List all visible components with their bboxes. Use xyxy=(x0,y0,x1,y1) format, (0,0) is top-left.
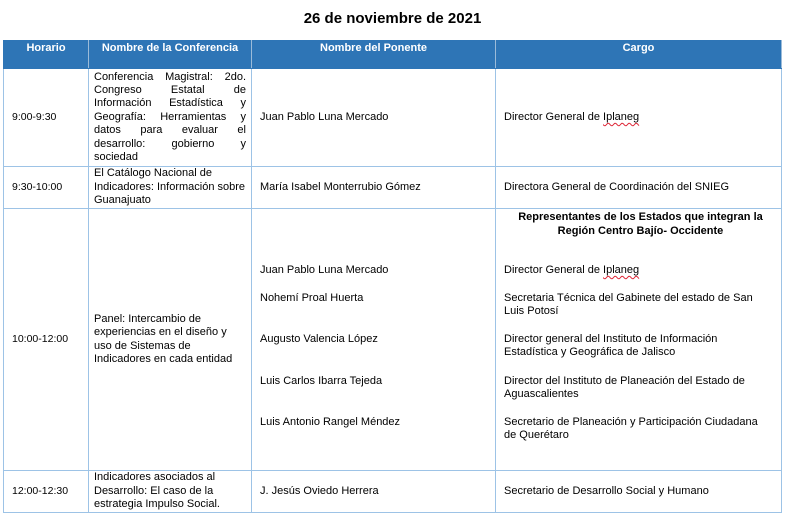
panelist-names xyxy=(260,209,491,469)
conferencia-text: El Catálogo Nacional de Indicadores: Información sobre Guanajuato xyxy=(94,167,246,207)
panelist-name: Nohemí Proal Huerta xyxy=(260,292,364,304)
conferencia-text: Panel: Intercambio de experiencias en el diseño y uso de Sistemas de Indicadores en cada entidad xyxy=(94,312,233,365)
panelist-name: Augusto Valencia López xyxy=(260,333,378,345)
horario-cell: 12:00-12:30 xyxy=(4,471,89,513)
panelist-cargo: Director del Instituto de Planeación del Estado de Aguascalientes xyxy=(504,375,745,401)
table-header-row xyxy=(4,41,782,69)
conferencia-cell xyxy=(89,471,252,513)
panelist-cargo: Director general del Instituto de Información Estadística y Geográfica de Jalisco xyxy=(504,333,718,359)
conferencia-text: Indicadores asociados al Desarrollo: El caso de la estrategia Impulso Social. xyxy=(94,471,220,511)
conferencia-cell xyxy=(89,209,252,471)
cargo-cell: Secretario de Desarrollo Social y Humano xyxy=(496,471,782,513)
panelist-cargo: Secretaria Técnica del Gabinete del estado de San Luis Potosí xyxy=(504,292,753,318)
conferencia-text: Conferencia Magistral: 2do. Congreso Estatal de Información Estadística y Geografía: Herramientas y datos para evaluar el desarrollo: gobierno y sociedad xyxy=(94,70,246,164)
ponente-cell: María Isabel Monterrubio Gómez xyxy=(252,167,496,209)
table-row xyxy=(4,209,782,471)
panelist-name: Luis Carlos Ibarra Tejeda xyxy=(260,375,383,387)
table-row xyxy=(4,69,782,167)
cargo-cell: Directora General de Coordinación del SNIEG xyxy=(496,167,782,209)
cargo-heading: Representantes de los Estados que integran la Región Centro Bajío- Occidente xyxy=(518,211,763,237)
cargo-prefix: Director General de xyxy=(504,110,604,123)
cargo-cell xyxy=(496,209,782,471)
page-title: 26 de noviembre de 2021 xyxy=(303,10,482,27)
cargo-prefix: Director General de xyxy=(504,264,604,276)
conferencia-cell xyxy=(89,69,252,167)
horario-cell: 9:00-9:30 xyxy=(4,69,89,167)
header-horario: Horario xyxy=(4,41,89,69)
agenda-table xyxy=(3,40,782,513)
panelist-cargos xyxy=(504,209,777,469)
panelist-cargo xyxy=(504,264,777,277)
horario-cell: 9:30-10:00 xyxy=(4,167,89,209)
ponente-cell: J. Jesús Oviedo Herrera xyxy=(252,471,496,513)
cargo-cell xyxy=(496,69,782,167)
ponente-cell xyxy=(252,209,496,471)
panelist-name: Juan Pablo Luna Mercado xyxy=(260,264,389,276)
horario-cell: 10:00-12:00 xyxy=(4,209,89,471)
conferencia-cell xyxy=(89,167,252,209)
header-nombre-conferencia: Nombre de la Conferencia xyxy=(89,41,252,69)
cargo-org: Iplaneg xyxy=(603,264,640,276)
ponente-cell: Juan Pablo Luna Mercado xyxy=(252,69,496,167)
table-row xyxy=(4,167,782,209)
cargo-org: Iplaneg xyxy=(603,110,640,123)
panelist-cargo: Secretario de Planeación y Participación Ciudadana de Querétaro xyxy=(504,416,758,442)
header-cargo: Cargo xyxy=(496,41,782,69)
table-row xyxy=(4,471,782,513)
panelist-name: Luis Antonio Rangel Méndez xyxy=(260,416,401,428)
header-nombre-ponente: Nombre del Ponente xyxy=(252,41,496,69)
